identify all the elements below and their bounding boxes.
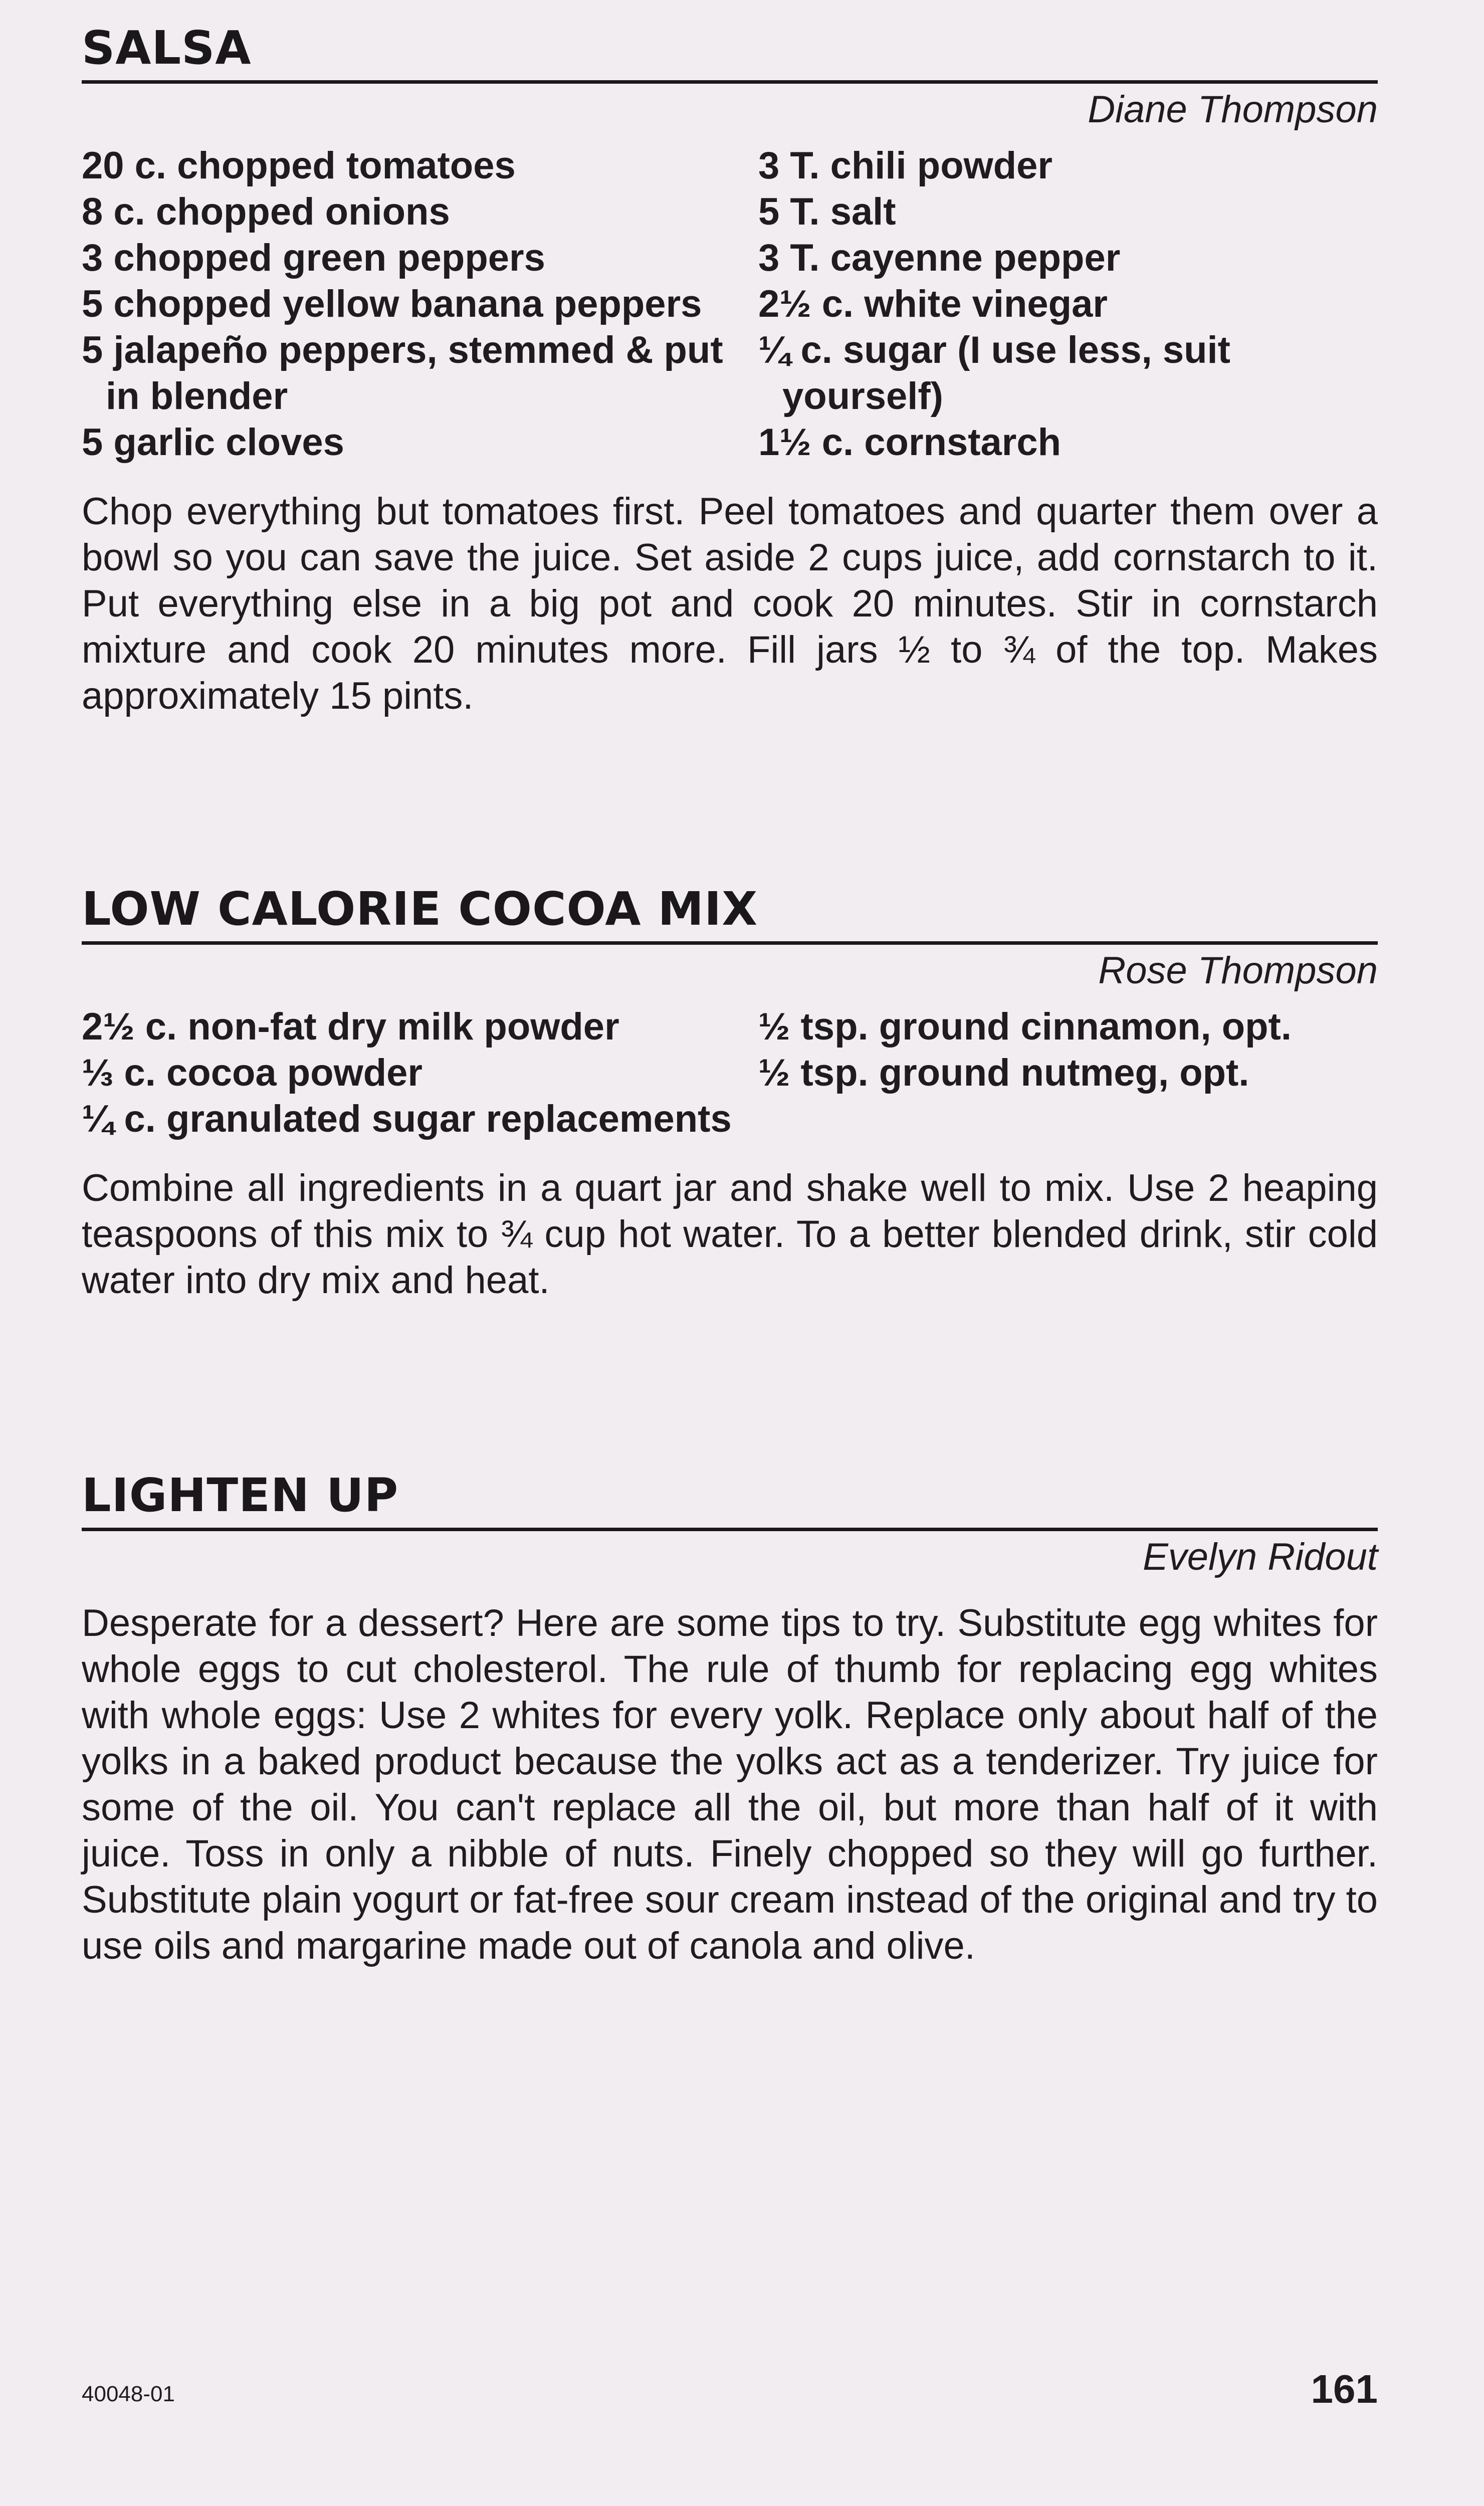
ingredient-item: 5 garlic cloves — [82, 421, 344, 464]
recipe-salsa — [82, 21, 1378, 719]
recipe-author: Diane Thompson — [1088, 88, 1378, 131]
ingredient-list-right — [758, 1004, 1378, 1142]
recipe-cocoa-mix — [82, 882, 1378, 1304]
recipe-lighten-up — [82, 1469, 1378, 1969]
ingredient-columns — [82, 143, 1378, 466]
ingredient-item: 8 c. chopped onions — [82, 190, 450, 233]
recipe-title: SALSA — [82, 21, 252, 75]
ingredient-list-right — [758, 143, 1378, 466]
title-rule — [82, 941, 1378, 945]
footer-code: 40048-01 — [82, 2382, 175, 2406]
ingredient-item: 3 T. chili powder — [758, 144, 1052, 187]
ingredient-item: 5 chopped yellow banana peppers — [82, 283, 702, 325]
title-rule — [82, 1528, 1378, 1531]
ingredient-item: 3 chopped green peppers — [82, 237, 545, 279]
ingredient-item: 20 c. chopped tomatoes — [82, 144, 516, 187]
recipe-directions: Combine all ingredients in a quart jar and shake well to mix. Use 2 heaping teaspoons of this mix to ¾ cup hot water. To a better blended drink, stir cold water into dry mix and heat. — [82, 1167, 1378, 1302]
title-rule — [82, 80, 1378, 84]
ingredient-item: 5 T. salt — [758, 190, 896, 233]
ingredient-item: ¼ c. sugar (I use less, suit yourself) — [758, 329, 1230, 417]
ingredient-item: 3 T. cayenne pepper — [758, 237, 1121, 279]
tips-text: Desperate for a dessert? Here are some tips to try. Substitute egg whites for whole eggs to cut cholesterol. The rule of thumb for replacing egg whites with whole eggs: Use 2 whites for every yolk. Replace only about half of the yolks in a baked product because the yolks act as a tenderizer. Try juice for some of the oil. You can't replace all the oil, but more than half of it with juice. Toss in only a nibble of nuts. Finely chopped so they will go further. Substitute plain yogurt or fat-free sour cream instead of the original and try to use oils and margarine made out of canola and olive. — [82, 1602, 1378, 1967]
recipe-title: LOW CALORIE COCOA MIX — [82, 882, 758, 936]
ingredient-list-left — [82, 143, 758, 466]
ingredient-item: 5 jalapeño peppers, stemmed & put in blender — [82, 329, 723, 417]
recipe-author: Rose Thompson — [1098, 949, 1378, 992]
ingredient-columns — [82, 1004, 1378, 1142]
recipe-title: LIGHTEN UP — [82, 1469, 399, 1522]
ingredient-item: ½ tsp. ground nutmeg, opt. — [758, 1052, 1249, 1094]
page-number: 161 — [1311, 2367, 1378, 2411]
recipe-directions: Chop everything but tomatoes first. Peel tomatoes and quarter them over a bowl so you can save the juice. Set aside 2 cups juice, add cornstarch to it. Put everything else in a big pot and cook 20 minutes. Stir in cornstarch mixture and cook 20 minutes more. Fill jars ½ to ¾ of the top. Makes approximately 15 pints. — [82, 490, 1378, 717]
ingredient-item: ½ tsp. ground cinnamon, opt. — [758, 1005, 1292, 1048]
ingredient-item: ⅓ c. cocoa powder — [82, 1052, 422, 1094]
recipe-author: Evelyn Ridout — [1143, 1536, 1378, 1578]
ingredient-list-left — [82, 1004, 758, 1142]
ingredient-item: 2½ c. non-fat dry milk powder — [82, 1005, 619, 1048]
ingredient-item: 1½ c. cornstarch — [758, 421, 1062, 464]
ingredient-item: ¼ c. granulated sugar replacements — [82, 1098, 732, 1140]
ingredient-item: 2½ c. white vinegar — [758, 283, 1108, 325]
